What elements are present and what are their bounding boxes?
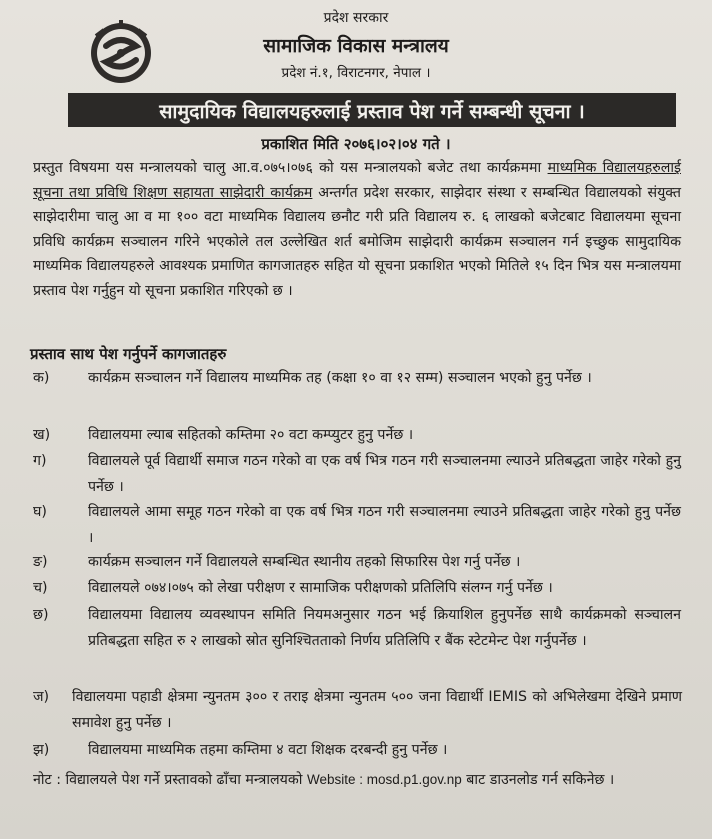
note-suffix: बाट डाउनलोड गर्न सकिनेछ । — [461, 772, 615, 788]
note-paragraph — [33, 767, 683, 793]
document-marker: ज) — [33, 689, 50, 705]
document-text: विद्यालयले पूर्व विद्यार्थी समाज गठन गरेको वा एक वर्ष भित्र गठन गरी सञ्चालनमा ल्याउने प्रतिबद्धता जाहेर गरेको हुनु पर्नेछ । — [88, 453, 681, 495]
document-text: कार्यक्रम सञ्चालन गर्ने विद्यालयले सम्बन्धित स्थानीय तहको सिफारिस पेश गर्नु पर्नेछ । — [88, 554, 521, 570]
documents-heading: प्रस्ताव साथ पेश गर्नुपर्ने कागजातहरु — [30, 345, 227, 363]
document-marker: छ) — [33, 607, 49, 623]
letterhead — [0, 0, 712, 92]
intro-text-part2: अन्तर्गत प्रदेश सरकार, साझेदार संस्था र सम्बन्धित विद्यालयको संयुक्त साझेदारीमा चालु आ व मा १०० वटा माध्यमिक विद्यालय छनौट गरी प्रति विद्यालय रु. ६ लाखको बजेटबाट विद्यालयमा सूचना प्रविधि कार्यक्रम सञ्चालन गरिने भएकोले तल उल्लेखित शर्त बमोजिम साझेदारी कार्यक्रम सञ्चालन गर्न इच्छुक सामुदायिक माध्यमिक विद्यालयहरुले आवश्यक प्रमाणित कागजातहरु सहित यो सूचना प्रकाशित भएको मितिले १५ दिन भित्र यस मन्त्रालयमा प्रस्ताव पेश गर्नुहुन यो सूचना प्रकाशित गरिएको छ । — [33, 184, 681, 299]
ministry-name: सामाजिक विकास मन्त्रालय — [263, 35, 449, 57]
published-date: प्रकाशित मिति २०७६।०२।०४ गते । — [261, 135, 451, 153]
document-marker: च) — [33, 580, 48, 596]
document-text: विद्यालयमा पहाडी क्षेत्रमा न्युनतम ३०० र तराइ क्षेत्रमा न्युनतम ५०० जना विद्यार्थी IEMIS को अभिलेखमा देखिने प्रमाण समावेश हुनु पर्नेछ । — [72, 689, 682, 731]
document-marker: ङ) — [33, 554, 48, 570]
note-prefix: नोट : विद्यालयले पेश गर्ने प्रस्तावको ढाँचा मन्त्रालयको — [33, 772, 307, 788]
document-marker: ख) — [33, 427, 51, 443]
document-text: विद्यालयले आमा समूह गठन गरेको वा एक वर्ष भित्र गठन गरी सञ्चालनमा ल्याउने प्रतिबद्धता जाहेर गरेको हुनु पर्नेछ । — [88, 504, 681, 546]
ministry-address: प्रदेश नं.१, विराटनगर, नेपाल । — [281, 65, 431, 81]
intro-text-part1: प्रस्तुत विषयमा यस मन्त्रालयको चालु आ.व.०७५।०७६ को यस मन्त्रालयको बजेट तथा कार्यक्रममा — [33, 160, 548, 176]
government-name: प्रदेश सरकार — [323, 10, 389, 26]
document-text: विद्यालयमा माध्यमिक तहमा कम्तिमा ४ वटा शिक्षक दरबन्दी हुनु पर्नेछ । — [88, 742, 448, 758]
document-text: विद्यालयमा ल्याब सहितको कम्तिमा २० वटा कम्प्युटर हुनु पर्नेछ । — [88, 427, 414, 443]
intro-paragraph — [33, 156, 681, 303]
document-marker: ग) — [33, 453, 47, 469]
document-text: कार्यक्रम सञ्चालन गर्ने विद्यालय माध्यमिक तह (कक्षा १० वा १२ सम्म) सञ्चालन भएको हुनु पर्नेछ । — [88, 370, 592, 386]
program-name: माध्यमिक विद्यालयहरुलाई सूचना तथा प्रविधि शिक्षण सहायता साझेदारी कार्यक्रम — [33, 160, 681, 201]
notice-title: सामुदायिक विद्यालयहरुलाई प्रस्ताव पेश गर्ने सम्बन्धी सूचना । — [68, 93, 676, 127]
website-address: Website : mosd.p1.gov.np — [306, 772, 462, 787]
document-marker: घ) — [33, 504, 47, 520]
document-text: विद्यालयमा विद्यालय व्यवस्थापन समिति नियमअनुसार गठन भई क्रियाशिल हुनुपर्नेछ साथै कार्यक्रमको सञ्चालन प्रतिबद्धता सहित रु २ लाखको स्रोत सुनिश्चितताको निर्णय प्रतिलिपि र बैंक स्टेटमेन्ट पेश गर्नुपर्नेछ । — [88, 607, 681, 649]
document-text: विद्यालयले ०७४।०७५ को लेखा परीक्षण र सामाजिक परीक्षणको प्रतिलिपि संलग्न गर्नु पर्नेछ । — [88, 580, 553, 596]
document-marker: झ) — [33, 742, 50, 758]
document-marker: क) — [33, 370, 50, 386]
